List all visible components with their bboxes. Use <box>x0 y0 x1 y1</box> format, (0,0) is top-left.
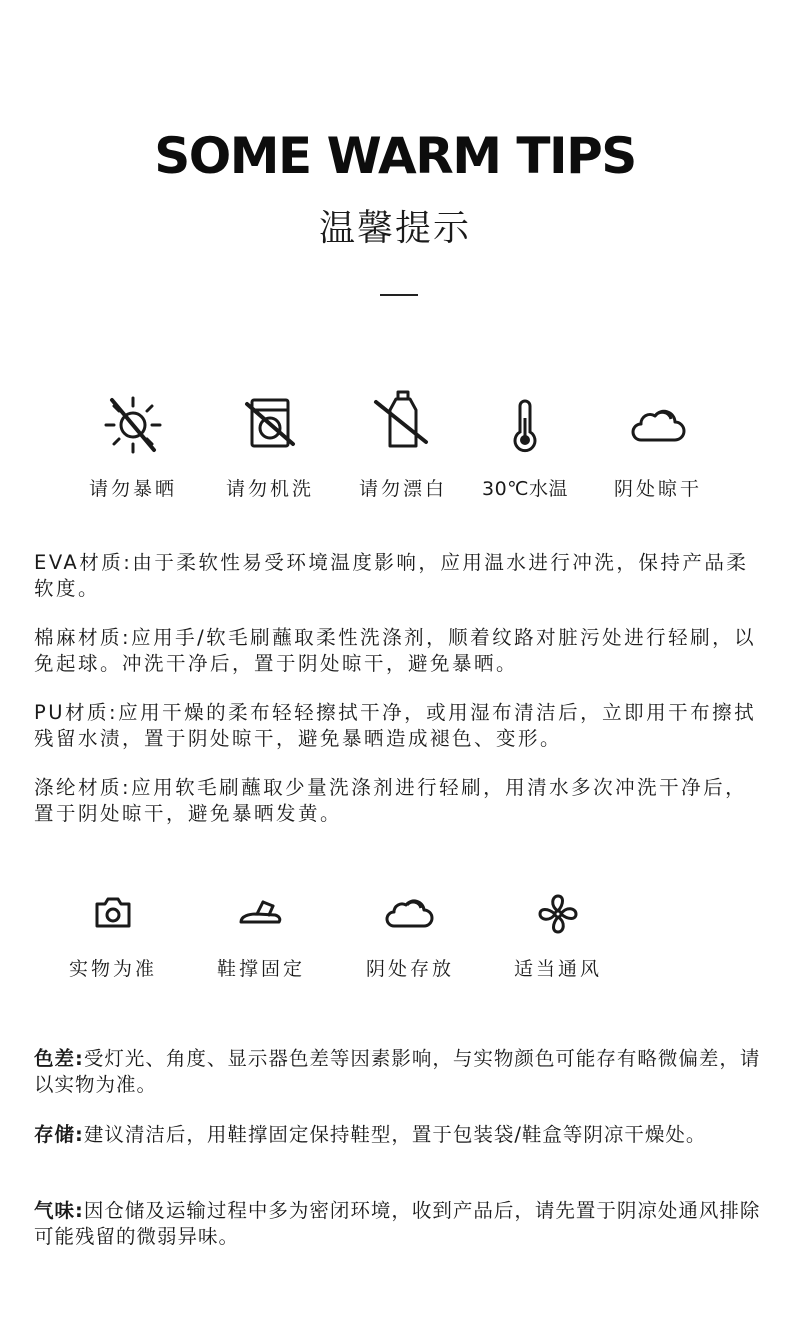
material-tip <box>34 625 762 677</box>
note <box>34 1198 762 1250</box>
note-text: 因仓储及运输过程中多为密闭环境，收到产品后，请先置于阴凉处通风排除可能残留的微弱异味。 <box>34 1199 761 1248</box>
cloud-icon <box>380 888 440 940</box>
storage-label: 阴处存放 <box>365 958 454 980</box>
tip-label: 涤纶材质: <box>34 776 132 799</box>
care-label: 请勿漂白 <box>358 478 447 500</box>
tip-label: EVA材质: <box>34 551 133 574</box>
care-item-no-sun <box>63 390 203 501</box>
divider <box>380 294 418 296</box>
storage-label: 实物为准 <box>68 958 157 980</box>
storage-item-shade-store <box>340 888 480 981</box>
note-label: 色差: <box>34 1047 84 1070</box>
care-item-no-bleach <box>333 390 473 501</box>
material-tip <box>34 550 762 602</box>
care-label: 阴处晾干 <box>613 478 702 500</box>
storage-label: 适当通风 <box>513 958 602 980</box>
cloud-icon <box>623 390 693 460</box>
tip-text: 应用手/软毛刷蘸取柔性洗涤剂，顺着纹路对脏污处进行轻刷，以免起球。冲洗干净后，置于阴处晾干，避免暴晒。 <box>34 626 757 675</box>
note <box>34 1046 762 1098</box>
camera-icon <box>83 888 143 940</box>
note <box>34 1122 762 1148</box>
shoe-tree-icon <box>231 888 291 940</box>
page-title: SOME WARM TIPS <box>154 127 636 185</box>
material-tip <box>34 700 762 752</box>
care-label: 请勿机洗 <box>225 478 314 500</box>
care-item-water-temp <box>455 390 595 501</box>
care-item-no-machine-wash <box>200 390 340 501</box>
note-text: 受灯光、角度、显示器色差等因素影响，与实物颜色可能存有略微偏差，请以实物为准。 <box>34 1047 761 1096</box>
note-label: 存储: <box>34 1123 84 1146</box>
page-subtitle: 温馨提示 <box>318 208 471 249</box>
storage-item-shoe-tree <box>191 888 331 981</box>
note-label: 气味: <box>34 1199 84 1222</box>
care-label: 请勿暴晒 <box>88 478 177 500</box>
tip-label: PU材质: <box>34 701 119 724</box>
tip-text: 应用干燥的柔布轻轻擦拭干净，或用湿布清洁后，立即用干布擦拭残留水渍，置于阴处晾干，避免暴晒造成褪色、变形。 <box>34 701 757 750</box>
no-sun-icon <box>98 390 168 460</box>
tip-label: 棉麻材质: <box>34 626 132 649</box>
storage-item-ventilation <box>488 888 628 981</box>
material-tip <box>34 775 762 827</box>
care-label: 30℃水温 <box>481 478 568 500</box>
storage-label: 鞋撑固定 <box>216 958 305 980</box>
tip-text: 应用软毛刷蘸取少量洗涤剂进行轻刷，用清水多次冲洗干净后，置于阴处晾干，避免暴晒发黄。 <box>34 776 748 825</box>
no-machine-wash-icon <box>235 390 305 460</box>
fan-icon <box>528 888 588 940</box>
storage-item-actual <box>43 888 183 981</box>
thermometer-icon <box>490 390 560 460</box>
tip-text: 由于柔软性易受环境温度影响，应用温水进行冲洗，保持产品柔软度。 <box>34 551 749 600</box>
no-bleach-icon <box>368 390 438 460</box>
care-item-shade-dry <box>588 390 728 501</box>
note-text: 建议清洁后，用鞋撑固定保持鞋型，置于包装袋/鞋盒等阴凉干燥处。 <box>83 1123 707 1146</box>
